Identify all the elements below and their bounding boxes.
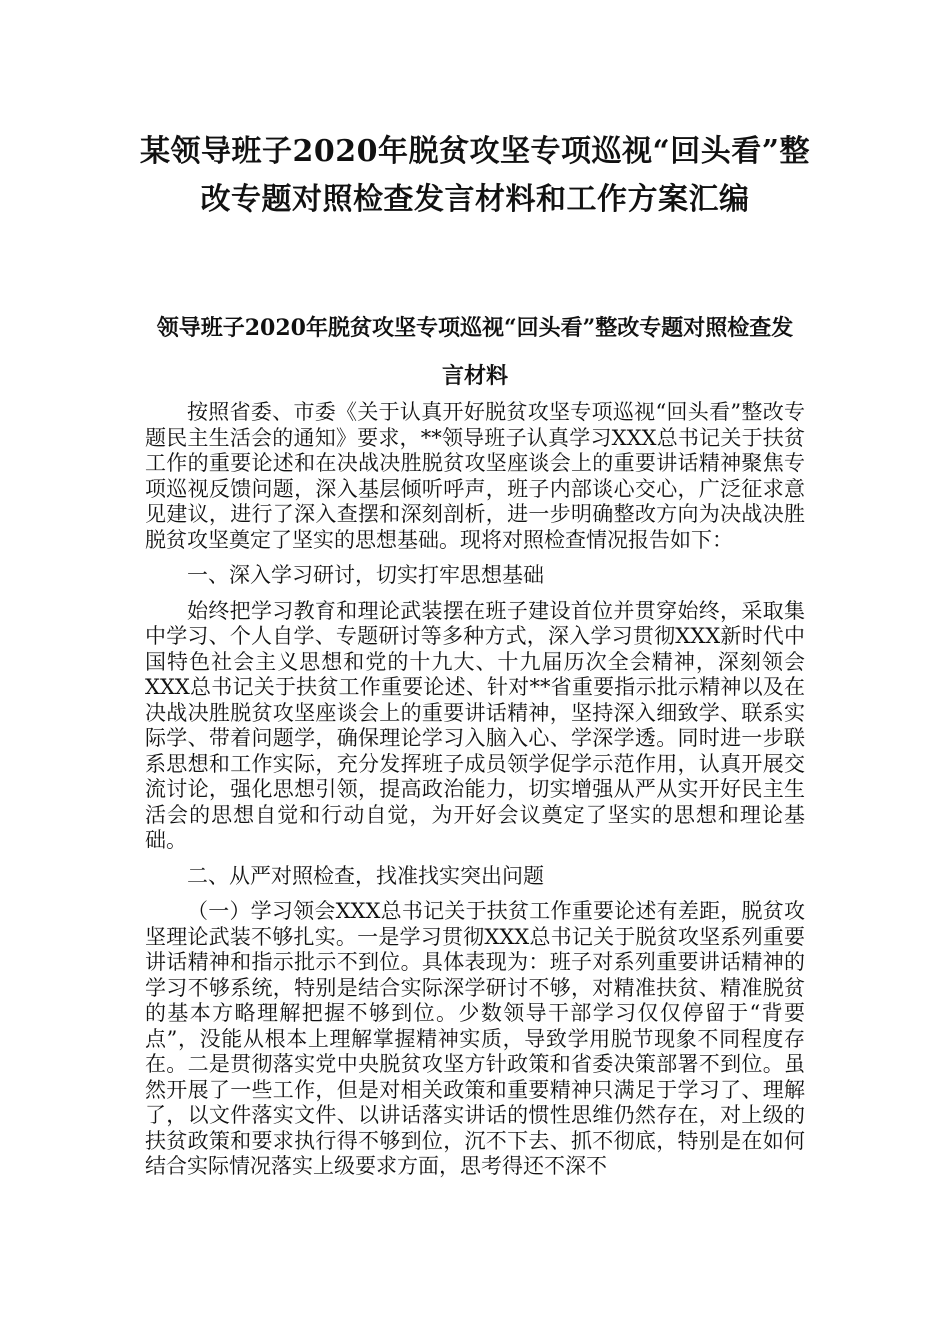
section-title-line-2: 言材料	[441, 363, 508, 389]
document-title-line-2: 改专题对照检查发言材料和工作方案汇编	[200, 182, 750, 217]
document-title-line-1: 某领导班子2020年脱贫攻坚专项巡视“回头看”整	[139, 134, 810, 169]
inspection-paragraph: （一）学习领会XXX总书记关于扶贫工作重要论述有差距，脱贫攻坚理论武装不够扎实。一是学习贯彻XXX总书记关于脱贫攻坚系列重要讲话精神和指示批示不到位。具体表现为：班子对系列重要讲话精神的学习不够系统，特别是结合实际深学研讨不够，对精准扶贫、精准脱贫的基本方略理解把握不够到位。少数领导干部学习仅仅停留于“背要点”，没能从根本上理解掌握精神实质，导致学用脱节现象不同程度存在。二是贯彻落实党中央脱贫攻坚方针政策和省委决策部署不到位。虽然开展了一些工作，但是对相关政策和重要精神只满足于学习了、理解了，以文件落实文件、以讲话落实讲话的惯性思维仍然存在，对上级的扶贫政策和要求执行得不够到位，沉不下去、抓不彻底，特别是在如何结合实际情况落实上级要求方面，思考得还不深不	[145, 899, 805, 1178]
study-paragraph: 始终把学习教育和理论武装摆在班子建设首位并贯穿始终，采取集中学习、个人自学、专题研讨等多种方式，深入学习贯彻XXX新时代中国特色社会主义思想和党的十九大、十九届历次全会精神，深刻领会XXX总书记关于扶贫工作重要论述、针对**省重要指示批示精神以及在决战决胜脱贫攻坚座谈会上的重要讲话精神，坚持深入细致学、联系实际学、带着问题学，确保理论学习入脑入心、学深学透。同时进一步联系思想和工作实际，充分发挥班子成员领学促学示范作用，认真开展交流讨论，强化思想引领，提高政治能力，切实增强从严从实开好民主生活会的思想自觉和行动自觉，为开好会议奠定了坚实的思想和理论基础。	[145, 598, 805, 852]
heading-study: 一、深入学习研讨，切实打牢思想基础	[187, 563, 544, 587]
intro-paragraph: 按照省委、市委《关于认真开好脱贫攻坚专项巡视“回头看”整改专题民主生活会的通知》要求，**领导班子认真学习XXX总书记关于扶贫工作的重要论述和在决战决胜脱贫攻坚座谈会上的重要讲话精神聚焦专项巡视反馈问题，深入基层倾听呼声，班子内部谈心交心，广泛征求意见建议，进行了深入查摆和深刻剖析，进一步明确整改方向为决战决胜脱贫攻坚奠定了坚实的思想基础。现将对照检查情况报告如下：	[145, 400, 805, 552]
document-title	[120, 128, 830, 224]
section-title-line-1: 领导班子2020年脱贫攻坚专项巡视“回头看”整改专题对照检查发	[156, 315, 794, 341]
heading-inspection: 二、从严对照检查，找准找实突出问题	[187, 863, 544, 888]
section-title	[120, 304, 830, 400]
document-body	[145, 400, 805, 1180]
